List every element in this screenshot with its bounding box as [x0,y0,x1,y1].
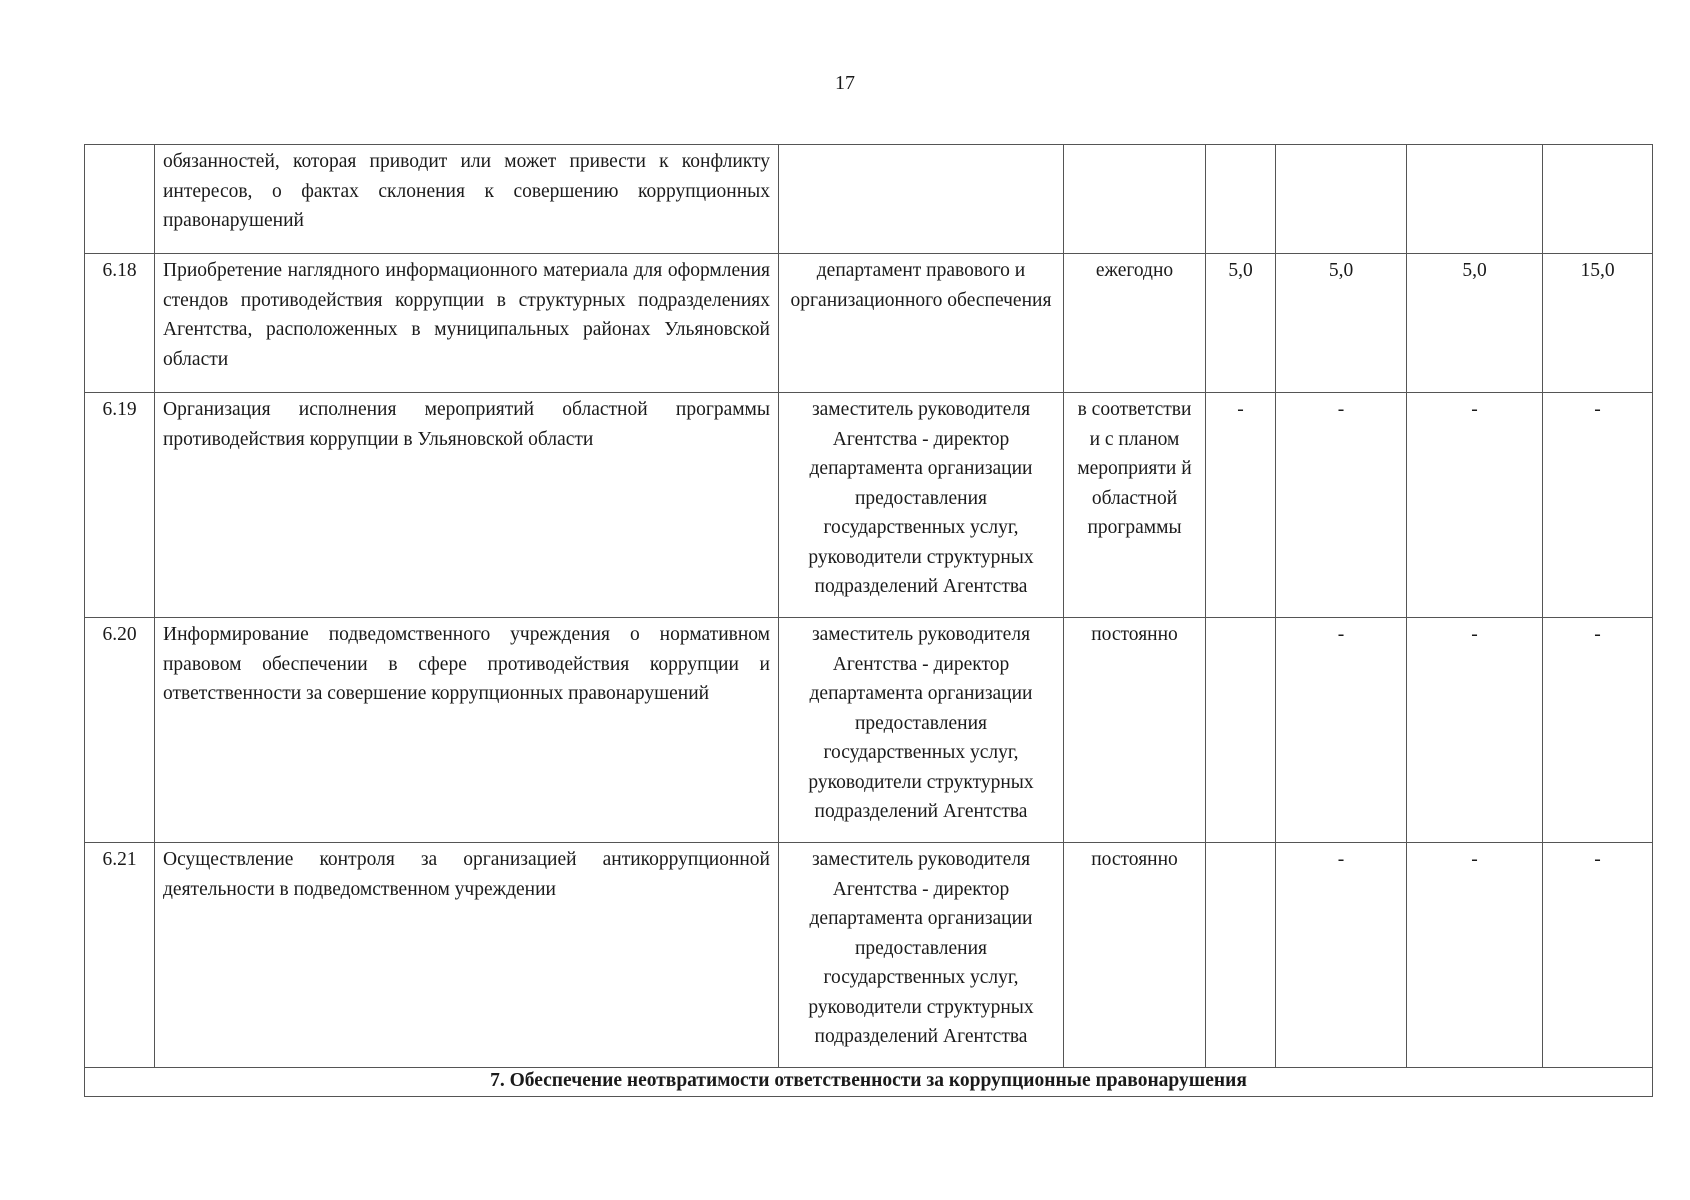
measure-description: Приобретение наглядного информационного материала для оформления стендов противодействия коррупции в структурных подразделениях Агентства, расположенных в муниципальных районах Ульяновской области [155,254,779,393]
funding-year-3: - [1407,843,1543,1068]
funding-year-1 [1206,145,1276,254]
funding-year-3: - [1407,618,1543,843]
term-cell: постоянно [1064,618,1206,843]
responsible-cell [779,145,1064,254]
funding-year-1 [1206,618,1276,843]
funding-year-3: 5,0 [1407,254,1543,393]
responsible-cell: заместитель руководителя Агентства - директор департамента организации предоставления государственных услуг, руководители структурных подразделений Агентства [779,843,1064,1068]
measure-description: Осуществление контроля за организацией антикоррупционной деятельности в подведомственном учреждении [155,843,779,1068]
measure-description: обязанностей, которая приводит или может привести к конфликту интересов, о фактах склонения к совершению коррупционных правонарушений [155,145,779,254]
funding-year-1: 5,0 [1206,254,1276,393]
table-row [85,843,1653,1068]
term-cell: постоянно [1064,843,1206,1068]
funding-total: - [1543,393,1653,618]
funding-total: 15,0 [1543,254,1653,393]
row-number [85,145,155,254]
funding-year-3: - [1407,393,1543,618]
responsible-cell: департамент правового и организационного обеспечения [779,254,1064,393]
term-cell [1064,145,1206,254]
table-row [85,254,1653,393]
section-title: 7. Обеспечение неотвратимости ответственности за коррупционные правонарушения [85,1068,1653,1097]
term-cell: в соответстви и с планом мероприяти й областной программы [1064,393,1206,618]
funding-year-2 [1276,145,1407,254]
table-row [85,393,1653,618]
measure-description: Информирование подведомственного учреждения о нормативном правовом обеспечении в сфере противодействия коррупции и ответственности за совершение коррупционных правонарушений [155,618,779,843]
row-number: 6.19 [85,393,155,618]
funding-total: - [1543,618,1653,843]
responsible-cell: заместитель руководителя Агентства - директор департамента организации предоставления государственных услуг, руководители структурных подразделений Агентства [779,393,1064,618]
measures-table [84,144,1653,1097]
funding-year-2: 5,0 [1276,254,1407,393]
responsible-cell: заместитель руководителя Агентства - директор департамента организации предоставления государственных услуг, руководители структурных подразделений Агентства [779,618,1064,843]
row-number: 6.20 [85,618,155,843]
table-row [85,145,1653,254]
page-number: 17 [835,72,855,94]
measure-description: Организация исполнения мероприятий областной программы противодействия коррупции в Ульяновской области [155,393,779,618]
funding-year-1 [1206,843,1276,1068]
funding-year-2: - [1276,843,1407,1068]
funding-total: - [1543,843,1653,1068]
funding-year-2: - [1276,393,1407,618]
section-row [85,1068,1653,1097]
funding-year-3 [1407,145,1543,254]
row-number: 6.18 [85,254,155,393]
term-cell: ежегодно [1064,254,1206,393]
funding-year-1: - [1206,393,1276,618]
funding-total [1543,145,1653,254]
row-number: 6.21 [85,843,155,1068]
table-row [85,618,1653,843]
funding-year-2: - [1276,618,1407,843]
